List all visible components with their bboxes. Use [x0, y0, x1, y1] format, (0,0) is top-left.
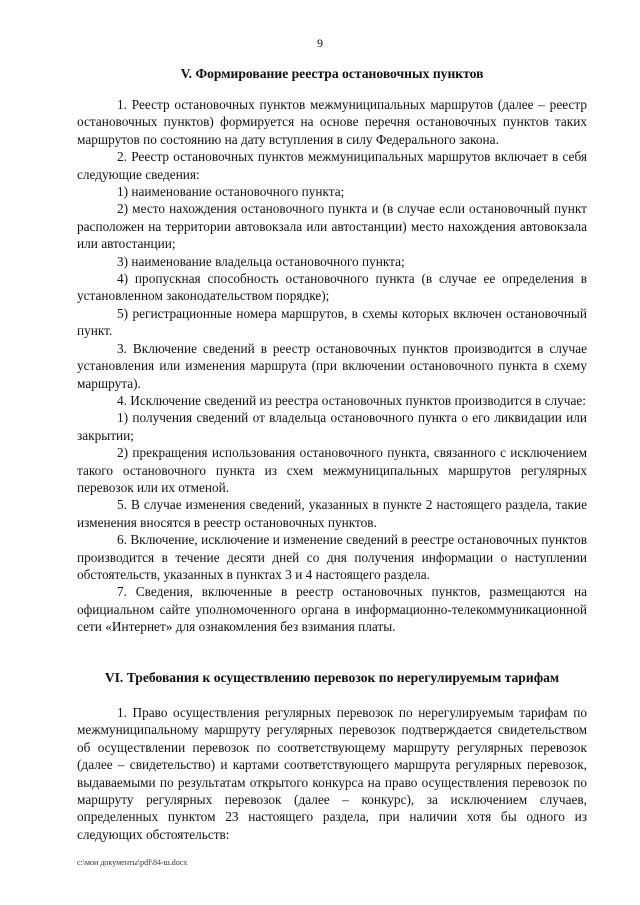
paragraph: 7. Сведения, включенные в реестр остановочных пунктов, размещаются на официальном сайте уполномоченного органа в информационно-телекоммуникационной сети «Интернет» для ознакомления без взимания платы. [77, 584, 587, 635]
paragraph: 6. Включение, исключение и изменение сведений в реестре остановочных пунктов производится в течение десяти дней со дня получения информации о наступлении обстоятельств, указанных в пунктах 3 и 4 настоящего раздела. [77, 532, 587, 582]
paragraph: 1. Право осуществления регулярных перевозок по нерегулируемым тарифам по межмуниципальному маршруту регулярных перевозок подтверждается свидетельством об осуществлении перевозок по соответствующему маршруту регулярных перевозок (далее – свидетельство) и картами соответствующего маршрута регулярных перевозок, выдаваемыми по результатам открытого конкурса на право осуществления перевозок по маршруту регулярных перевозок (далее – конкурс), за исключением случаев, определенных пунктом 23 настоящего раздела, при наличии хотя бы одного из следующих обстоятельств: [77, 705, 587, 842]
section-5-body [77, 96, 587, 636]
page-number: 9 [317, 36, 323, 50]
list-item: 3) наименование владельца остановочного пункта; [117, 253, 405, 269]
footer-file-path: c:\мои документы\pdf\84-ш.docx [77, 858, 188, 867]
paragraph: 5. В случае изменения сведений, указанных в пункте 2 настоящего раздела, такие изменения вносятся в реестр остановочных пунктов. [77, 497, 587, 530]
list-item: 4) пропускная способность остановочного пункта (в случае ее определения в установленном законодательством порядке); [77, 271, 587, 304]
section-5-heading: V. Формирование реестра остановочных пунктов [180, 66, 484, 81]
paragraph: 2. Реестр остановочных пунктов межмуниципальных маршрутов включает в себя следующие сведения: [77, 149, 587, 182]
section-6-body [77, 704, 587, 843]
list-item: 5) регистрационные номера маршрутов, в схемы которых включен остановочный пункт. [77, 305, 587, 339]
list-item: 2) место нахождения остановочного пункта и (в случае если остановочный пункт расположен на территории автовокзала или автостанции) место нахождения автовокзала или автостанции; [77, 201, 587, 252]
section-6-heading: VI. Требования к осуществлению перевозок по нерегулируемым тарифам [104, 670, 560, 685]
list-item: 1) получения сведений от владельца остановочного пункта о его ликвидации или закрытии; [77, 410, 587, 443]
paragraph: 4. Исключение сведений из реестра остановочных пунктов производится в случае: [117, 392, 586, 408]
list-item: 2) прекращения использования остановочного пункта, связанного с исключением такого остановочного пункта из схем межмуниципальных маршрутов регулярных перевозок или их отменой. [77, 445, 587, 495]
paragraph: 1. Реестр остановочных пунктов межмуниципальных маршрутов (далее – реестр остановочных пунктов) формируется на основе перечня остановочных пунктов таких маршрутов по состоянию на дату вступления в силу Федерального закона. [77, 97, 587, 147]
paragraph: 3. Включение сведений в реестр остановочных пунктов производится в случае установления или изменения маршрута (при включении остановочного пункта в схему маршрута). [77, 340, 587, 391]
list-item: 1) наименование остановочного пункта; [117, 184, 345, 200]
